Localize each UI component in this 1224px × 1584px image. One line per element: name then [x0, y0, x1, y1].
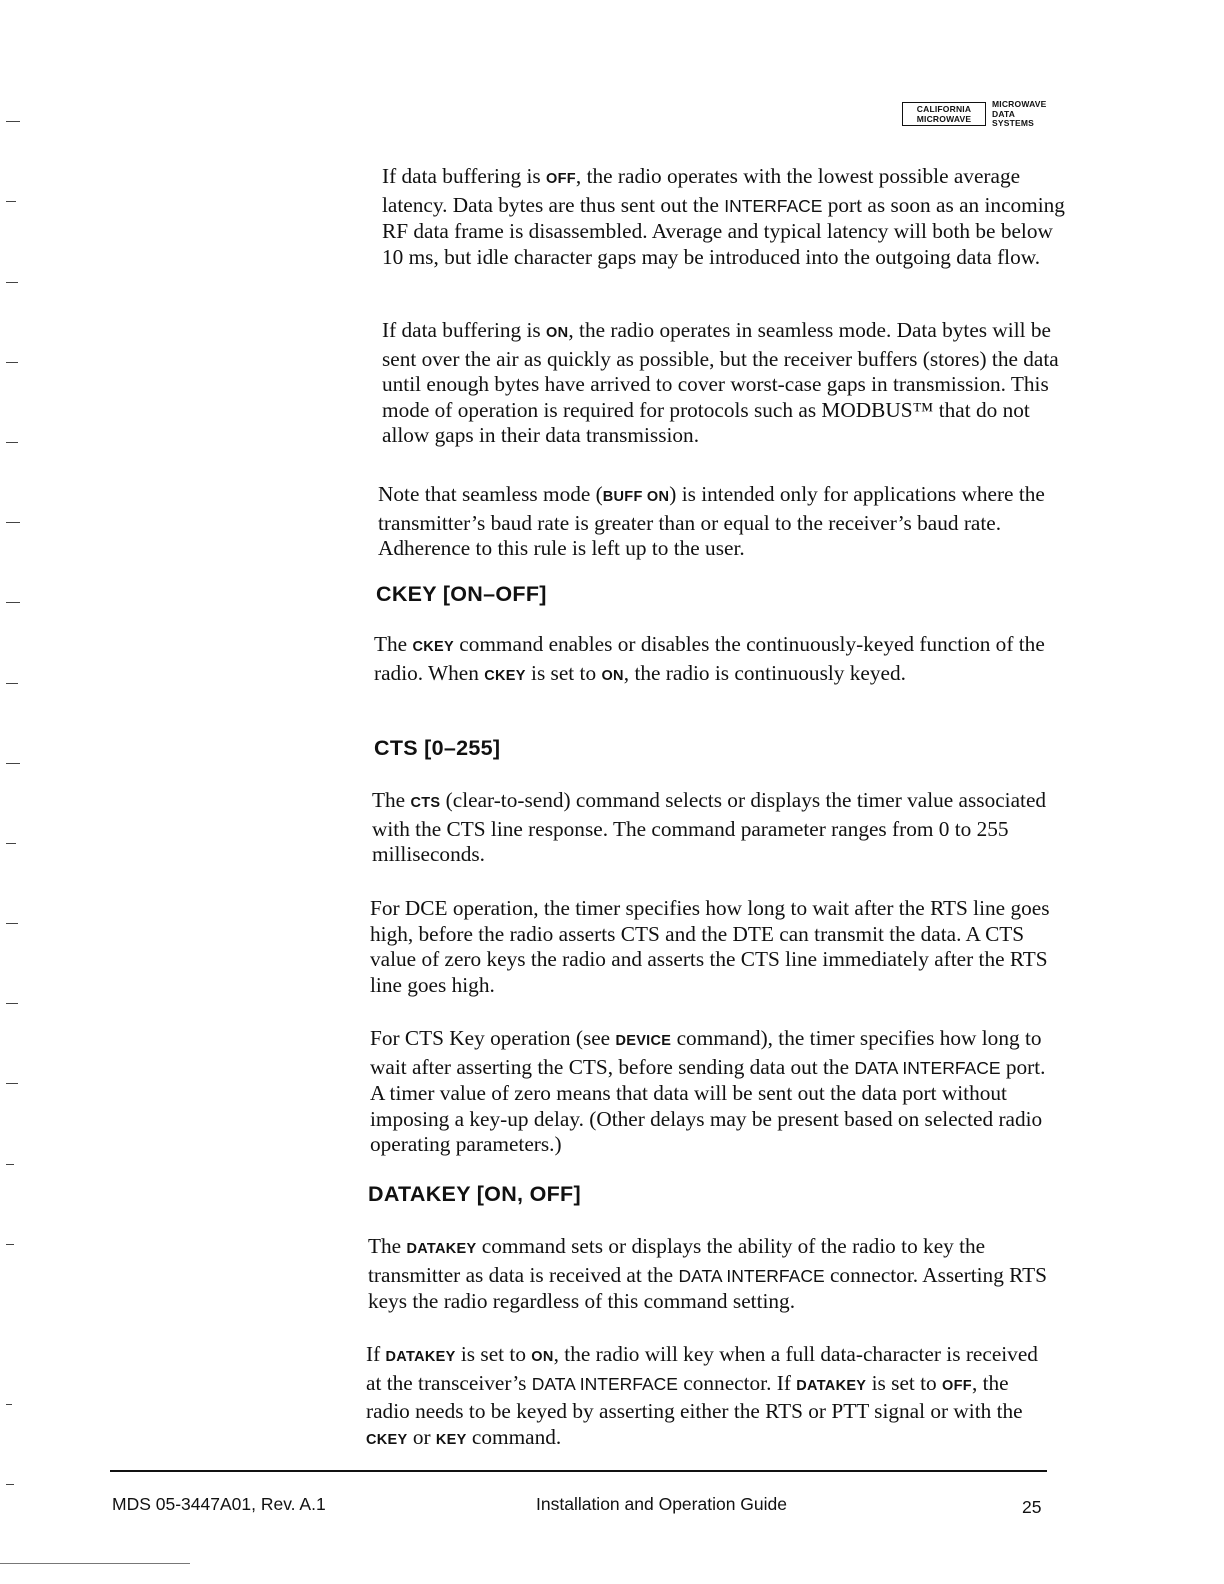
- logo-word: DATA: [992, 108, 1016, 119]
- text: If data buffering is: [382, 318, 547, 342]
- scan-edge-mark: [6, 362, 18, 363]
- connector-name: INTERFACE: [724, 195, 823, 216]
- text: For DCE operation, the timer specifies how long to wait after the RTS line goes high, before the radio asserts CTS and the DTE can transmit the data. A CTS value of zero keys the radio and asserts the CTS line immediately after the RTS line goes high.: [370, 896, 1050, 997]
- text: port. A timer value of zero means that data will be sent out the data port without imposing a key-up delay. (Other delays may be present based on selected radio operating parameters.): [370, 1054, 1046, 1156]
- text: The: [374, 632, 413, 656]
- section-heading-cts: CTS [0–255]: [374, 736, 501, 760]
- scan-edge-mark: [6, 442, 18, 443]
- text: or: [407, 1424, 436, 1449]
- text: , the radio operates in seamless mode. Data bytes will be sent over the air as quickly as possible, but the receiver buffers (stores) the data until enough bytes have arrived to cover worst-case gaps in transmission. This mode of operation is required for protocols such as MODBUS™ that do not allow gaps in their data transmission.: [382, 318, 1059, 447]
- keyword: ON: [546, 325, 569, 341]
- text: command.: [466, 1424, 562, 1449]
- text: is set to: [866, 1370, 943, 1395]
- logo-wordmark: [992, 100, 1047, 129]
- scan-edge-mark: [6, 602, 20, 603]
- keyword: ON: [531, 1349, 554, 1365]
- section-heading-datakey: DATAKEY [ON, OFF]: [368, 1182, 581, 1206]
- scan-edge-mark: [6, 1484, 14, 1485]
- scan-edge-mark: [6, 1164, 14, 1165]
- text: For CTS Key operation (see: [370, 1026, 616, 1050]
- text: , the radio needs to be keyed by asserting either the RTS or PTT signal or with the: [366, 1370, 1023, 1423]
- text: port as soon as an incoming RF data frame is disassembled. Average and typical latency will both be below 10 ms, but idle character gaps may be introduced into the outgoing data flow.: [382, 192, 1065, 269]
- scan-edge-mark: [6, 1083, 18, 1084]
- scan-edge-mark: [6, 683, 18, 684]
- keyword: OFF: [942, 1377, 972, 1394]
- logo-box-line: MICROWAVE: [916, 114, 972, 124]
- scan-edge-mark: [6, 201, 16, 202]
- paragraph-seamless-note: [378, 482, 1068, 562]
- text: is set to: [455, 1342, 532, 1366]
- connector-name: DATA INTERFACE: [531, 1373, 678, 1394]
- keyword: CKEY: [484, 667, 526, 684]
- keyword: DATAKEY: [406, 1241, 477, 1257]
- scan-edge-mark: [6, 522, 20, 523]
- keyword: CKEY: [412, 639, 454, 655]
- text: ) is intended only for applications where the transmitter’s baud rate is greater than or equal to the receiver’s baud rate. Adherence to this rule is left up to the user.: [378, 482, 1045, 560]
- text: , the radio operates with the lowest possible average latency. Data bytes are thus sent out the: [382, 164, 1021, 217]
- text: command enables or disables the continuously-keyed function of the radio. When: [374, 632, 1045, 685]
- connector-name: DATA INTERFACE: [854, 1057, 1001, 1078]
- connector-name: DATA INTERFACE: [678, 1265, 825, 1286]
- keyword: CKEY: [366, 1431, 408, 1448]
- text: , the radio will key when a full data-character is received at the transceiver’s: [366, 1342, 1038, 1395]
- keyword: KEY: [435, 1431, 467, 1448]
- keyword: CTS: [410, 795, 441, 811]
- keyword: ON: [601, 667, 624, 684]
- scan-edge-mark: [6, 923, 18, 924]
- scan-edge-mark: [6, 843, 16, 844]
- text: connector. Asserting RTS keys the radio regardless of this command setting.: [368, 1262, 1047, 1313]
- paragraph-cts: [372, 788, 1062, 868]
- scan-edge-mark: [6, 1003, 18, 1004]
- logo-box-line: CALIFORNIA: [916, 104, 972, 114]
- footer-guide-title: Installation and Operation Guide: [536, 1494, 787, 1514]
- scan-edge-mark: [6, 1244, 14, 1245]
- footer-divider: [110, 1470, 1047, 1472]
- text: is set to: [525, 660, 602, 685]
- scan-edge-line: [0, 1563, 190, 1564]
- paragraph-cts-key-operation: [370, 1026, 1060, 1158]
- text: The: [372, 788, 411, 812]
- keyword: DEVICE: [615, 1033, 672, 1049]
- text: If data buffering is: [382, 164, 547, 188]
- keyword: OFF: [546, 171, 576, 187]
- scan-edge-mark: [6, 1404, 12, 1405]
- paragraph-buffer-on: [382, 318, 1072, 449]
- logo-box: [902, 102, 986, 126]
- paragraph-datakey: [368, 1234, 1058, 1315]
- paragraph-ckey: [374, 632, 1064, 689]
- logo-word: MICROWAVE: [992, 99, 1047, 109]
- keyword: DATAKEY: [385, 1349, 456, 1365]
- text: command sets or displays the ability of the radio to key the transmitter as data is received at the: [368, 1234, 986, 1287]
- section-heading-ckey: CKEY [ON–OFF]: [376, 582, 547, 606]
- text: If: [366, 1342, 386, 1366]
- paragraph-dce-operation: [370, 896, 1060, 998]
- text: (clear-to-send) command selects or displays the timer value associated with the CTS line response. The command parameter ranges from 0 to 255 milliseconds.: [372, 788, 1047, 866]
- text: connector. If: [677, 1370, 797, 1395]
- scan-edge-mark: [6, 282, 18, 283]
- footer-document-number: MDS 05-3447A01, Rev. A.1: [112, 1494, 326, 1514]
- text: Note that seamless mode (: [378, 482, 603, 506]
- text: The: [368, 1234, 407, 1258]
- scan-edge-mark: [6, 763, 20, 764]
- keyword: DATAKEY: [796, 1377, 867, 1394]
- company-logo: [902, 100, 1072, 132]
- page-number: 25: [1022, 1497, 1042, 1517]
- text: , the radio is continuously keyed.: [623, 660, 906, 685]
- keyword: BUFF ON: [602, 489, 670, 505]
- logo-word: SYSTEMS: [992, 118, 1035, 128]
- paragraph-buffer-off: [382, 164, 1072, 270]
- text: command), the timer specifies how long to wait after asserting the CTS, before sending data out the: [370, 1026, 1042, 1079]
- scan-edge-mark: [6, 121, 20, 122]
- paragraph-datakey-on-off: [366, 1342, 1056, 1453]
